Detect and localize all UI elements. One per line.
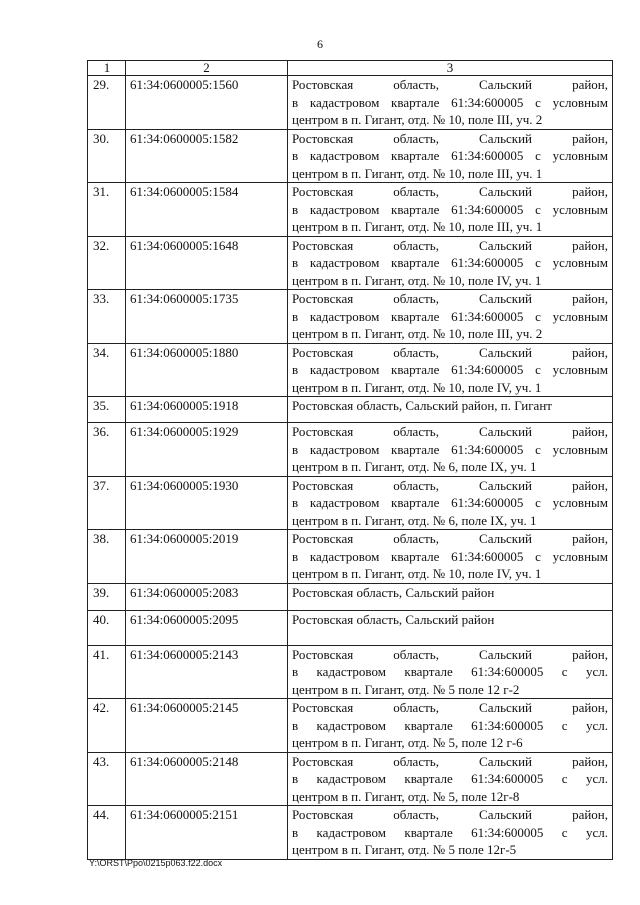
land-plot-table <box>87 60 613 860</box>
address-line: центром в п. Гигант, отд. № 10, поле IV, уч. 1 <box>292 566 542 581</box>
address-line: центром в п. Гигант, отд. № 5, поле 12г-8 <box>292 788 520 804</box>
row-number: 44. <box>88 806 126 860</box>
cadastral-number: 61:34:0600005:1648 <box>126 236 288 290</box>
address-line: в кадастровом квартале 61:34:600005 с усл. <box>292 824 608 840</box>
table-row <box>88 183 613 237</box>
table-row <box>88 423 613 477</box>
address-cell <box>288 290 613 344</box>
cadastral-number: 61:34:0600005:1918 <box>126 397 288 423</box>
cadastral-number: 61:34:0600005:2019 <box>126 530 288 584</box>
address-line: Ростовская область, Сальский район, <box>292 700 608 715</box>
address-cell <box>288 397 613 423</box>
address-cell <box>288 806 613 860</box>
header-col-address: 3 <box>288 61 613 76</box>
address-cell <box>288 610 613 645</box>
address-line: Ростовская область, Сальский район, <box>292 424 608 439</box>
address-line: центром в п. Гигант, отд. № 5 поле 12 г-2 <box>292 681 520 697</box>
address-line: Ростовская область, Сальский район, <box>292 184 608 199</box>
table-row <box>88 583 613 610</box>
address-line: центром в п. Гигант, отд. № 6, поле IX, уч. 1 <box>292 459 537 474</box>
table-row <box>88 699 613 753</box>
address-line: Ростовская область, Сальский район <box>292 584 495 600</box>
address-line: в кадастровом квартале 61:34:600005 с усл. <box>292 717 608 733</box>
address-line: в кадастровом квартале 61:34:600005 с усл. <box>292 664 608 679</box>
address-line: центром в п. Гигант, отд. № 5 поле 12г-5 <box>292 842 517 857</box>
cadastral-number: 61:34:0600005:2083 <box>126 583 288 610</box>
address-cell <box>288 129 613 183</box>
address-line: Ростовская область, Сальский район, <box>292 344 608 360</box>
address-line: Ростовская область, Сальский район, <box>292 291 608 306</box>
address-line: Ростовская область, Сальский район, <box>292 477 608 493</box>
table-row <box>88 610 613 645</box>
header-col-number: 1 <box>88 61 126 76</box>
row-number: 41. <box>88 645 126 699</box>
cadastral-number: 61:34:0600005:2095 <box>126 610 288 645</box>
address-line: центром в п. Гигант, отд. № 10, поле III, уч. 1 <box>292 165 543 181</box>
address-line: в кадастровом квартале 61:34:600005 с условным <box>292 148 608 163</box>
address-cell <box>288 645 613 699</box>
address-line: Ростовская область, Сальский район, <box>292 646 608 662</box>
address-line: центром в п. Гигант, отд. № 5, поле 12 г-6 <box>292 735 523 750</box>
address-line: в кадастровом квартале 61:34:600005 с условным <box>292 255 608 270</box>
row-number: 32. <box>88 236 126 290</box>
page-number: 6 <box>317 37 323 51</box>
cadastral-number: 61:34:0600005:1582 <box>126 129 288 183</box>
address-line: центром в п. Гигант, отд. № 10, поле III, уч. 2 <box>292 326 543 341</box>
address-line: центром в п. Гигант, отд. № 10, поле IV, уч. 1 <box>292 379 542 395</box>
address-line: Ростовская область, Сальский район, <box>292 130 608 146</box>
cadastral-number: 61:34:0600005:2143 <box>126 645 288 699</box>
row-number: 42. <box>88 699 126 753</box>
address-cell <box>288 476 613 530</box>
address-cell <box>288 236 613 290</box>
address-cell <box>288 530 613 584</box>
table-row <box>88 343 613 397</box>
address-line: Ростовская область, Сальский район <box>292 611 495 627</box>
table-header-row <box>88 61 613 76</box>
file-path-footer: Y:\ORST\Ppo\0215p063.f22.docx <box>89 858 223 868</box>
address-cell <box>288 583 613 610</box>
row-number: 43. <box>88 752 126 806</box>
table-row <box>88 645 613 699</box>
cadastral-number: 61:34:0600005:1584 <box>126 183 288 237</box>
address-line: в кадастровом квартале 61:34:600005 с условным <box>292 94 608 110</box>
address-line: в кадастровом квартале 61:34:600005 с условным <box>292 548 608 564</box>
table-row <box>88 530 613 584</box>
cadastral-number: 61:34:0600005:2145 <box>126 699 288 753</box>
address-cell <box>288 76 613 130</box>
cadastral-number: 61:34:0600005:1930 <box>126 476 288 530</box>
table-row <box>88 236 613 290</box>
address-line: в кадастровом квартале 61:34:600005 с условным <box>292 495 608 510</box>
table-row <box>88 290 613 344</box>
header-col-cadastral: 2 <box>126 61 288 76</box>
address-cell <box>288 183 613 237</box>
address-line: в кадастровом квартале 61:34:600005 с условным <box>292 201 608 217</box>
address-line: центром в п. Гигант, отд. № 10, поле III, уч. 1 <box>292 219 543 234</box>
address-line: в кадастровом квартале 61:34:600005 с условным <box>292 362 608 377</box>
address-line: Ростовская область, Сальский район, <box>292 807 608 822</box>
row-number: 36. <box>88 423 126 477</box>
table-row <box>88 129 613 183</box>
address-line: центром в п. Гигант, отд. № 10, поле III, уч. 2 <box>292 112 543 127</box>
table-row <box>88 752 613 806</box>
address-line: Ростовская область, Сальский район, <box>292 531 608 546</box>
row-number: 39. <box>88 583 126 610</box>
address-cell <box>288 343 613 397</box>
address-cell <box>288 699 613 753</box>
address-cell <box>288 752 613 806</box>
address-line: Ростовская область, Сальский район, п. Гигант <box>292 398 552 413</box>
address-line: центром в п. Гигант, отд. № 10, поле IV, уч. 1 <box>292 272 542 288</box>
cadastral-number: 61:34:0600005:1560 <box>126 76 288 130</box>
address-line: в кадастровом квартале 61:34:600005 с условным <box>292 441 608 457</box>
cadastral-number: 61:34:0600005:1929 <box>126 423 288 477</box>
row-number: 40. <box>88 610 126 645</box>
row-number: 38. <box>88 530 126 584</box>
cadastral-number: 61:34:0600005:1735 <box>126 290 288 344</box>
row-number: 34. <box>88 343 126 397</box>
address-line: Ростовская область, Сальский район, <box>292 237 608 253</box>
cadastral-number: 61:34:0600005:2151 <box>126 806 288 860</box>
table-row <box>88 76 613 130</box>
table-row <box>88 397 613 423</box>
address-line: центром в п. Гигант, отд. № 6, поле IX, уч. 1 <box>292 512 537 528</box>
address-cell <box>288 423 613 477</box>
row-number: 31. <box>88 183 126 237</box>
row-number: 33. <box>88 290 126 344</box>
row-number: 37. <box>88 476 126 530</box>
cadastral-number: 61:34:0600005:2148 <box>126 752 288 806</box>
address-line: Ростовская область, Сальский район, <box>292 753 608 769</box>
table-row <box>88 806 613 860</box>
row-number: 35. <box>88 397 126 423</box>
row-number: 30. <box>88 129 126 183</box>
address-line: в кадастровом квартале 61:34:600005 с условным <box>292 308 608 324</box>
cadastral-number: 61:34:0600005:1880 <box>126 343 288 397</box>
row-number: 29. <box>88 76 126 130</box>
table-row <box>88 476 613 530</box>
address-line: в кадастровом квартале 61:34:600005 с усл. <box>292 771 608 786</box>
address-line: Ростовская область, Сальский район, <box>292 77 608 92</box>
